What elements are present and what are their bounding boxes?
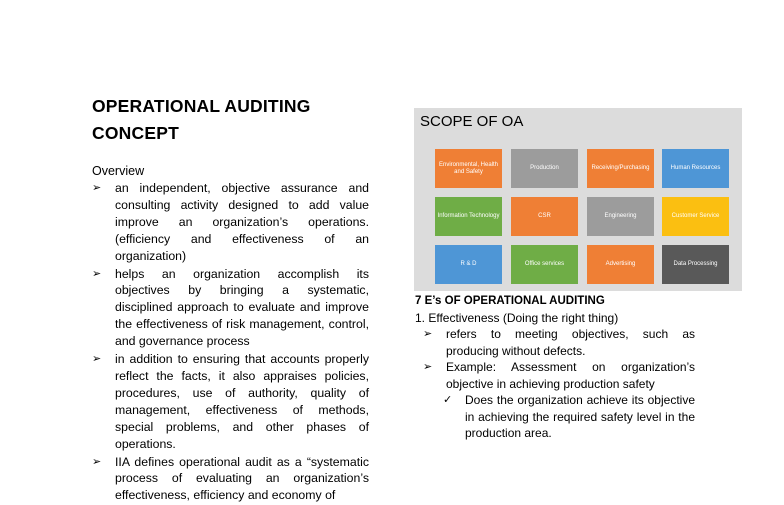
scope-tile: Receiving/Purchasing: [587, 149, 654, 188]
scope-of-oa-panel: [414, 108, 742, 291]
scope-tile: Data Processing: [662, 245, 729, 284]
seven-es-section: [415, 293, 695, 442]
list-item: [415, 359, 695, 392]
bullet-text: refers to meeting objectives, such as producing without defects.: [446, 327, 695, 358]
scope-tile: Engineering: [587, 197, 654, 236]
list-item: [92, 454, 369, 505]
seven-es-heading: 7 E’s OF OPERATIONAL AUDITING: [415, 295, 605, 307]
scope-tile: Environmental, Health and Safety: [435, 149, 502, 188]
bullet-text: Example: Assessment on organization’s objective in achieving production safety: [446, 360, 695, 391]
arrow-bullet-icon: ➢: [423, 361, 433, 373]
check-list: [415, 392, 695, 442]
effectiveness-item: 1. Effectiveness (Doing the right thing): [415, 310, 619, 325]
scope-tile: Information Technology: [435, 197, 502, 236]
check-icon: ✓: [443, 394, 453, 406]
scope-title: SCOPE OF OA: [420, 113, 524, 130]
list-item: [415, 326, 695, 359]
arrow-bullet-icon: ➢: [423, 328, 433, 340]
scope-tile: R & D: [435, 245, 502, 284]
bullet-text: helps an organization accomplish its objectives by bringing a systematic, disciplined approach to evaluate and improve the effectiveness of risk management, control, and governance process: [115, 266, 369, 349]
scope-tile: CSR: [511, 197, 578, 236]
scope-tile: Human Resources: [662, 149, 729, 188]
scope-tile: Production: [511, 149, 578, 188]
check-text: Does the organization achieve its objective in achieving the required safety level in the production area.: [465, 393, 695, 440]
list-item: [92, 266, 369, 351]
arrow-bullet-icon: ➢: [92, 455, 102, 468]
scope-tile: Office services: [511, 245, 578, 284]
list-item: [92, 351, 369, 452]
list-item: [415, 392, 695, 442]
page-title: OPERATIONAL AUDITING CONCEPT: [92, 96, 311, 143]
scope-tile: Customer Service: [662, 197, 729, 236]
scope-tile: Advertising: [587, 245, 654, 284]
overview-bullet-list: [92, 180, 369, 505]
bullet-text: an independent, objective assurance and consulting activity designed to add value improve an organization’s operations. (efficiency and effectiveness of an organization): [115, 181, 369, 263]
arrow-bullet-icon: ➢: [92, 353, 102, 366]
arrow-bullet-icon: ➢: [92, 182, 102, 194]
bullet-text: in addition to ensuring that accounts properly reflect the facts, it also appraises policies, procedures, use of authority, quality of management, effectiveness of methods, special problems, and other phases of operations.: [115, 352, 369, 451]
list-item: [92, 180, 369, 265]
bullet-text: IIA defines operational audit as a “systematic process of evaluating an organization’s effectiveness, efficiency and economy of: [115, 454, 369, 503]
overview-label: Overview: [92, 164, 145, 178]
effectiveness-bullets: [415, 326, 695, 392]
arrow-bullet-icon: ➢: [92, 267, 102, 280]
